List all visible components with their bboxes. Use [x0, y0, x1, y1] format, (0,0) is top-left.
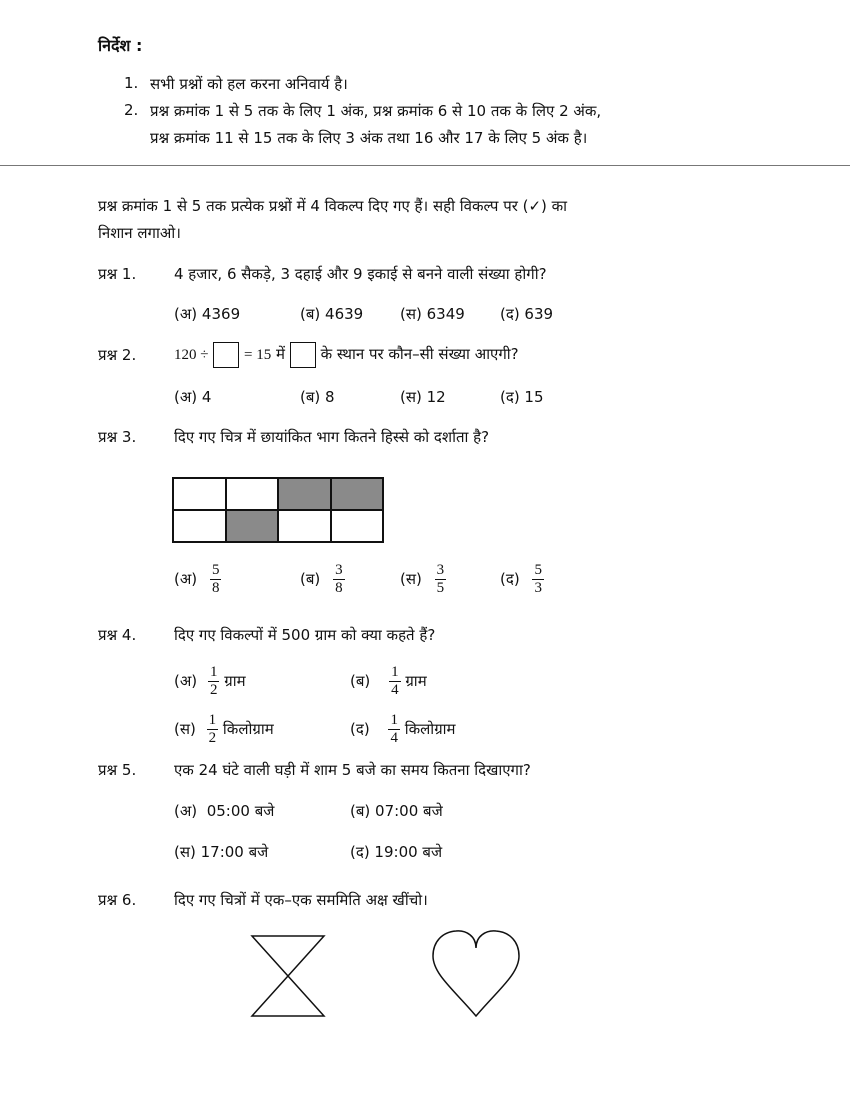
q3-option-c[interactable]	[400, 562, 446, 597]
q2-question-text: के स्थान पर कौन–सी संख्या आएगी?	[320, 345, 519, 363]
q2-option-d[interactable]: (द) 15	[500, 388, 544, 406]
q5-option-d[interactable]: (द) 19:00 बजे	[350, 843, 443, 861]
fraction-numerator: 1	[208, 712, 217, 728]
instructions-heading: निर्देश :	[98, 36, 143, 55]
q1-option-c[interactable]: (स) 6349	[400, 305, 465, 323]
instruction-2-line2: प्रश्न क्रमांक 11 से 15 तक के लिए 3 अंक तथा 16 और 17 के लिए 5 अंक है।	[150, 129, 588, 147]
fraction-numerator: 3	[335, 562, 343, 578]
q2-option-c[interactable]: (स) 12	[400, 388, 446, 406]
question-2-label: प्रश्न 2.	[98, 346, 137, 364]
q4-option-d-mark: (द)	[350, 720, 370, 738]
intro-line-2: निशान लगाओ।	[98, 224, 181, 242]
q2-expression-left: 120 ÷	[174, 347, 209, 363]
fraction-numerator: 1	[391, 664, 399, 680]
q3-option-c-fraction	[435, 562, 447, 597]
intro-text-before: प्रश्न क्रमांक 1 से 5 तक प्रत्येक प्रश्नों में 4 विकल्प दिए गए हैं। सही विकल्प पर (	[98, 197, 529, 215]
q5-option-b[interactable]: (ब) 07:00 बजे	[350, 802, 443, 820]
checkmark-icon: ✓	[528, 197, 542, 215]
q4-option-b-fraction	[389, 664, 401, 699]
grid-cell	[173, 478, 226, 510]
fraction-numerator: 5	[534, 562, 542, 578]
q4-option-c[interactable]	[174, 712, 274, 747]
q2-option-a[interactable]: (अ) 4	[174, 388, 212, 406]
q2-mid-text: में	[276, 345, 286, 363]
question-6-text: दिए गए चित्रों में एक–एक सममिति अक्ष खींचो।	[174, 891, 428, 909]
intro-text-after: ) का	[541, 197, 568, 215]
q4-option-b-unit: ग्राम	[405, 672, 427, 690]
q3-option-d-mark: (द)	[500, 570, 520, 588]
instruction-2-number: 2.	[124, 101, 139, 119]
grid-cell-shaded	[226, 510, 279, 542]
q5-option-c[interactable]: (स) 17:00 बजे	[174, 843, 269, 861]
grid-cell	[278, 510, 331, 542]
heart-figure	[428, 926, 524, 1022]
q4-option-c-unit: किलोग्राम	[222, 720, 274, 738]
q4-option-a-unit: ग्राम	[224, 672, 246, 690]
q2-option-b[interactable]: (ब) 8	[300, 388, 335, 406]
fraction-denominator: 4	[391, 682, 399, 698]
fraction-numerator: 3	[436, 562, 445, 578]
q4-option-b[interactable]	[350, 664, 427, 699]
question-4-text: दिए गए विकल्पों में 500 ग्राम को क्या कहते हैं?	[174, 626, 436, 644]
q4-option-b-mark: (ब)	[350, 672, 371, 690]
fraction-denominator: 2	[208, 730, 217, 746]
fraction-denominator: 4	[390, 730, 398, 746]
intro-line-1	[98, 196, 567, 216]
grid-cell	[173, 510, 226, 542]
q4-option-a-mark: (अ)	[174, 672, 198, 690]
q3-option-a-fraction	[210, 562, 222, 597]
q2-blank-box-2	[290, 342, 316, 368]
fraction-denominator: 2	[209, 682, 218, 698]
fraction-denominator: 3	[534, 580, 542, 596]
question-3-label: प्रश्न 3.	[98, 428, 137, 446]
q3-option-c-mark: (स)	[400, 570, 422, 588]
q3-option-b-mark: (ब)	[300, 570, 321, 588]
q3-option-d-fraction	[532, 562, 544, 597]
q4-option-d-unit: किलोग्राम	[404, 720, 456, 738]
question-2-text	[174, 340, 519, 369]
question-3-text: दिए गए चित्र में छायांकित भाग कितने हिस्से को दर्शाता है?	[174, 428, 490, 446]
q4-option-a[interactable]	[174, 664, 246, 699]
q3-shaded-grid-figure	[172, 477, 384, 543]
hourglass-figure	[245, 930, 335, 1022]
q4-option-c-fraction	[207, 712, 219, 747]
question-4-label: प्रश्न 4.	[98, 626, 137, 644]
q1-option-b[interactable]: (ब) 4639	[300, 305, 364, 323]
fraction-denominator: 8	[211, 580, 220, 596]
q3-option-a-mark: (अ)	[174, 570, 198, 588]
q4-option-d-fraction	[388, 712, 400, 747]
fraction-numerator: 1	[390, 712, 398, 728]
question-1-label: प्रश्न 1.	[98, 265, 137, 283]
fraction-denominator: 8	[335, 580, 343, 596]
grid-cell-shaded	[331, 478, 384, 510]
fraction-denominator: 5	[436, 580, 445, 596]
q1-option-d[interactable]: (द) 639	[500, 305, 554, 323]
section-divider	[0, 165, 850, 166]
q4-option-a-fraction	[208, 664, 220, 699]
q2-blank-box	[213, 342, 239, 368]
q3-option-b[interactable]	[300, 562, 345, 597]
question-5-label: प्रश्न 5.	[98, 761, 137, 779]
q3-option-d[interactable]	[500, 562, 544, 597]
fraction-numerator: 1	[209, 664, 218, 680]
q2-expression-right: = 15	[244, 347, 272, 363]
question-1-text: 4 हजार, 6 सैकड़े, 3 दहाई और 9 इकाई से बनने वाली संख्या होगी?	[174, 265, 547, 283]
question-6-label: प्रश्न 6.	[98, 891, 137, 909]
q1-option-a[interactable]: (अ) 4369	[174, 305, 241, 323]
instruction-2-line1: प्रश्न क्रमांक 1 से 5 तक के लिए 1 अंक, प्रश्न क्रमांक 6 से 10 तक के लिए 2 अंक,	[150, 102, 602, 120]
q3-option-a[interactable]	[174, 562, 221, 597]
grid-cell	[331, 510, 384, 542]
instruction-1-number: 1.	[124, 74, 139, 92]
fraction-numerator: 5	[211, 562, 220, 578]
q4-option-c-mark: (स)	[174, 720, 196, 738]
q3-option-b-fraction	[333, 562, 345, 597]
grid-cell-shaded	[278, 478, 331, 510]
question-5-text: एक 24 घंटे वाली घड़ी में शाम 5 बजे का समय कितना दिखाएगा?	[174, 761, 531, 779]
q5-option-a[interactable]: (अ) 05:00 बजे	[174, 802, 275, 820]
grid-cell	[226, 478, 279, 510]
instruction-1-text: सभी प्रश्नों को हल करना अनिवार्य है।	[150, 75, 348, 93]
q4-option-d[interactable]	[350, 712, 456, 747]
